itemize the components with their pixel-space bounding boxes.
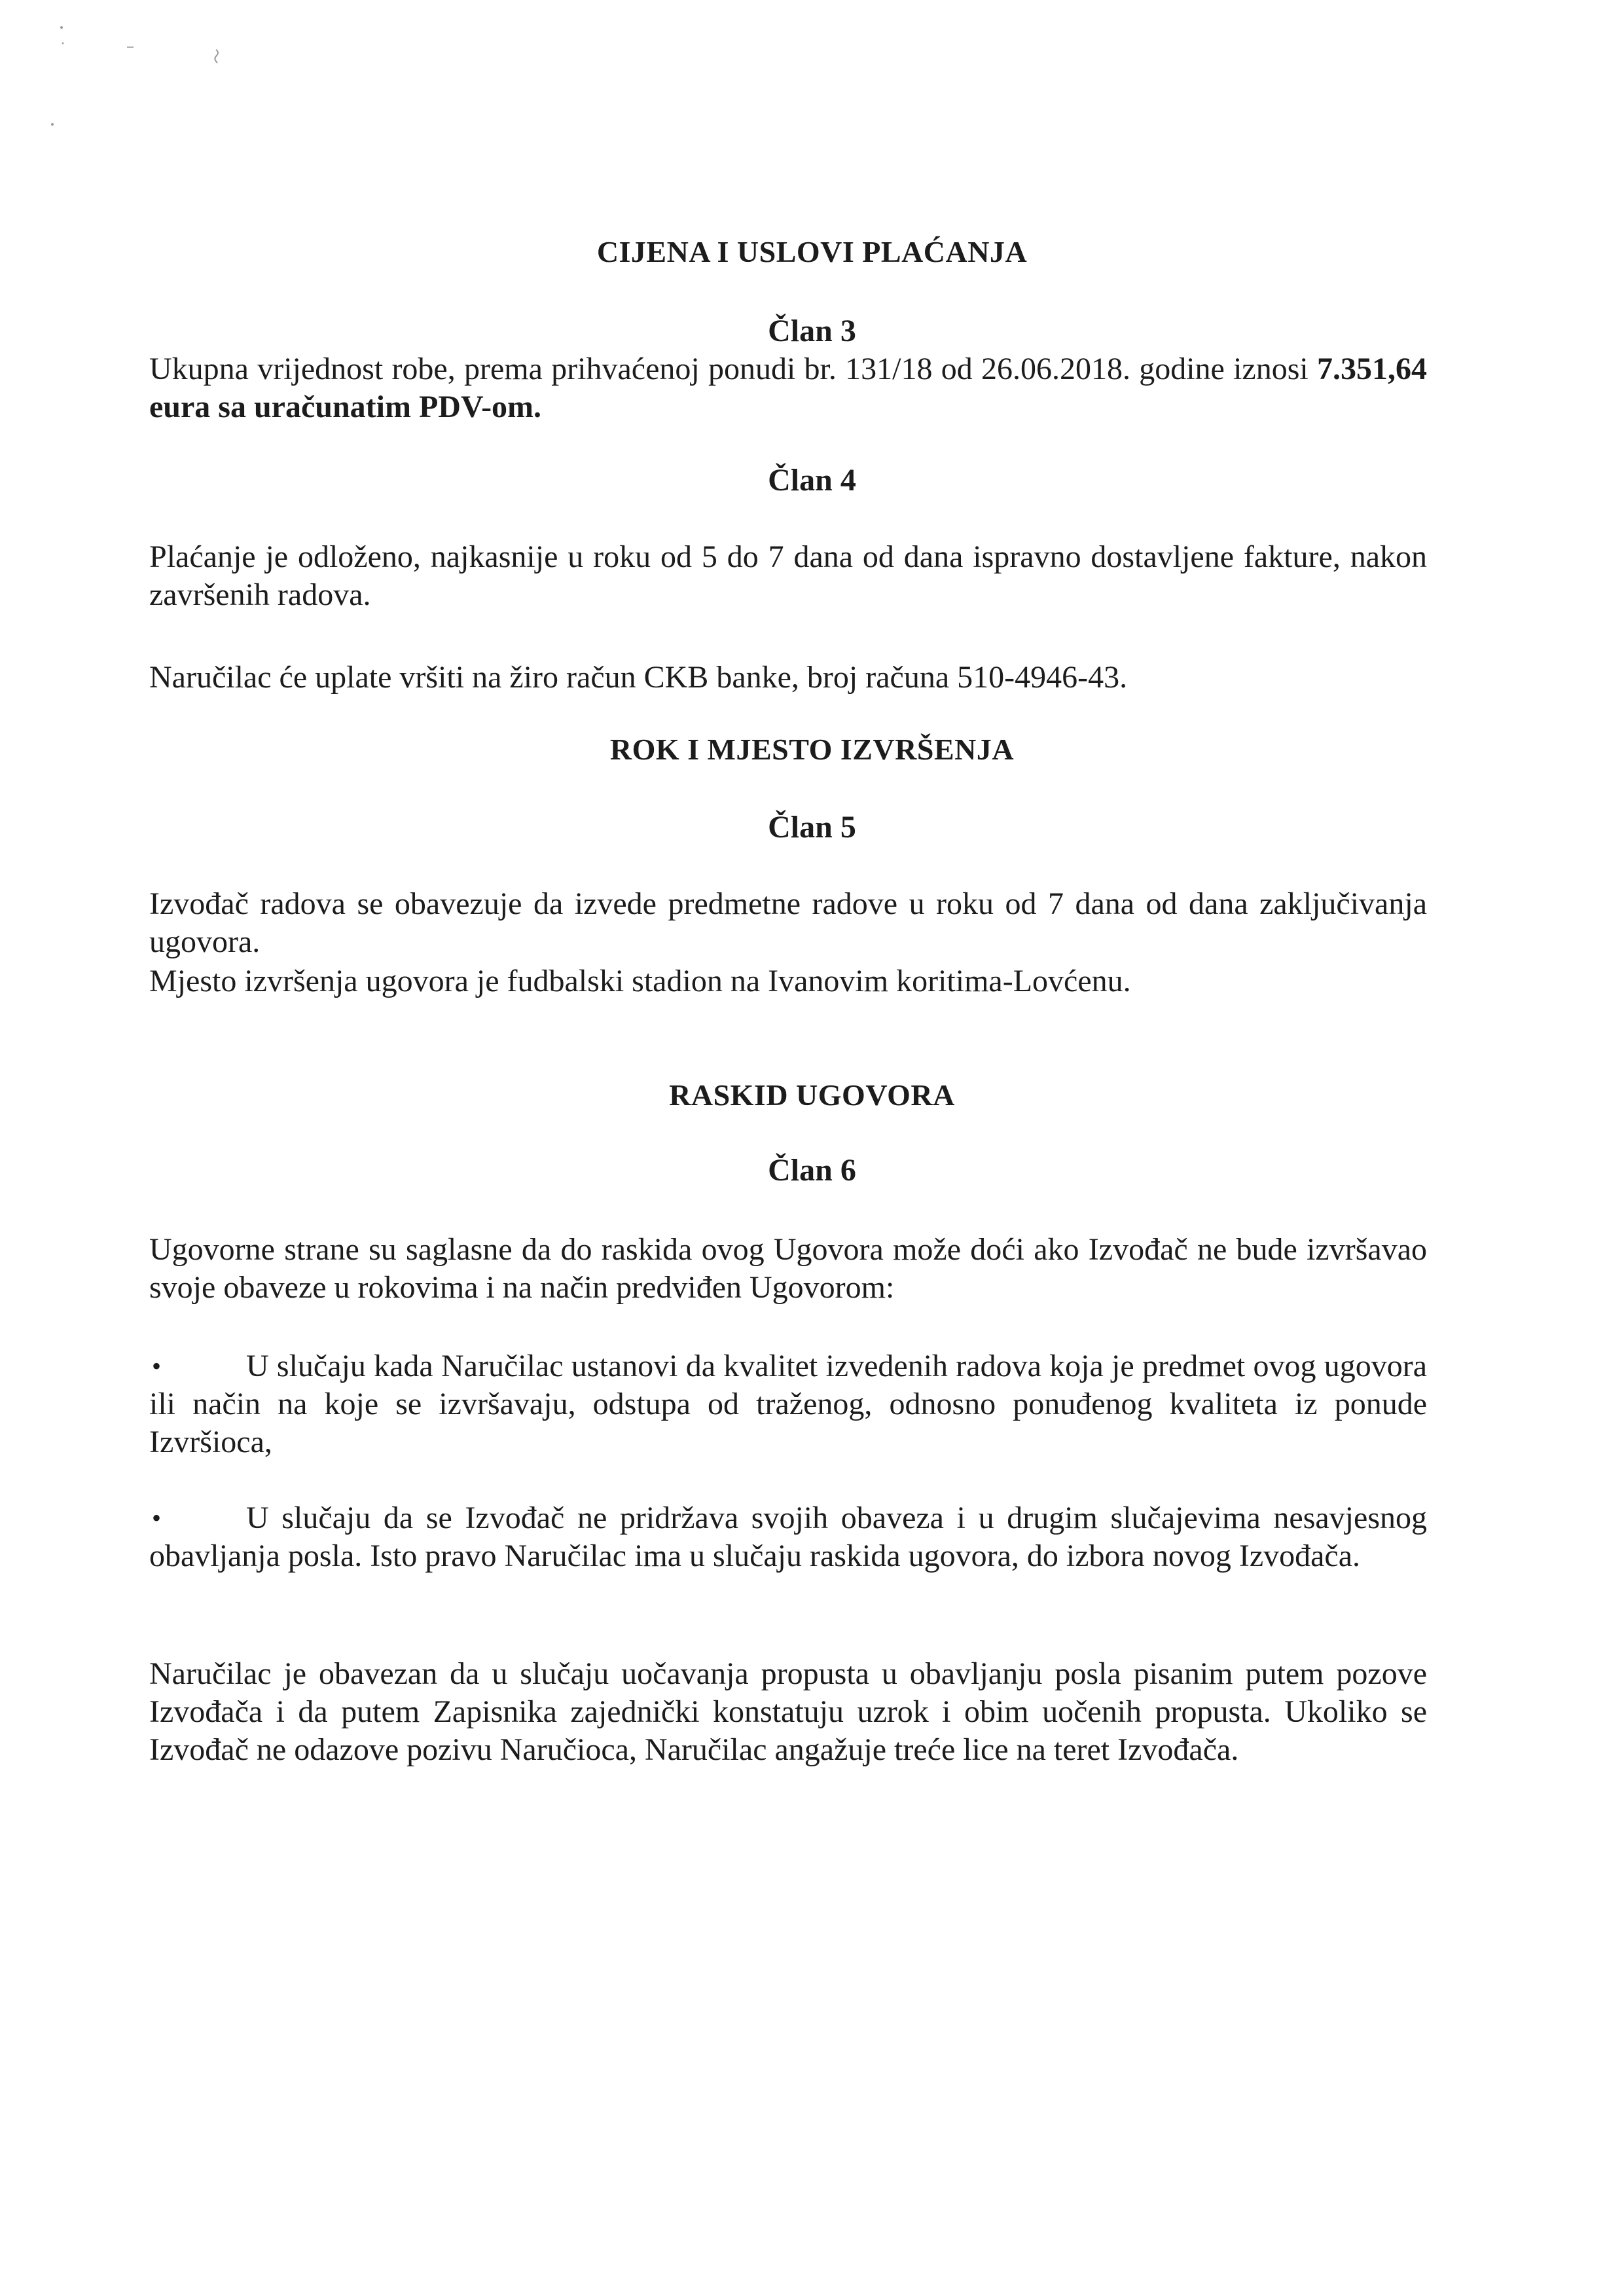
scan-specks: [0, 0, 262, 170]
article-4-text: Plaćanje je odloženo, najkasnije u roku od 5 do 7 dana od dana ispravno dostavljene fakture, nakon završenih radova.: [149, 539, 1427, 612]
article-4-bank-text: Naručilac će uplate vršiti na žiro račun CKB banke, broj računa 510-4946-43.: [149, 660, 1128, 695]
article-3-heading: Član 3: [768, 314, 856, 348]
article-5-text: Izvođač radova se obavezuje da izvede predmetne radove u roku od 7 dana od dana zaključivanja ugovora.: [149, 886, 1427, 959]
article-5-place-text: Mjesto izvršenja ugovora je fudbalski stadion na Ivanovim koritima-Lovćenu.: [149, 964, 1131, 998]
section-title-termination: RASKID UGOVORA: [669, 1078, 955, 1112]
list-item: [149, 1499, 1427, 1575]
article-4-heading: Član 4: [768, 463, 856, 498]
article-6-intro: Ugovorne strane su saglasne da do raskida ovog Ugovora može doći ako Izvođač ne bude izvršavao svoje obaveze u rokovima i na način predviđen Ugovorom:: [149, 1232, 1427, 1305]
article-3-text: [149, 350, 1427, 426]
closing-paragraph: Naručilac je obavezan da u slučaju uočavanja propusta u obavljanju posla pisanim putem pozove Izvođača i da putem Zapisnika zajednički konstatuju uzrok i obim uočenih propusta. Ukoliko se Izvođač ne odazove pozivu Naručioca, Naručilac angažuje treće lice na teret Izvođača.: [149, 1656, 1427, 1767]
article-3-amount: 7.351,64 eura sa uračunatim PDV-om.: [149, 352, 1427, 424]
bullet-icon: •: [152, 1351, 162, 1381]
article-5-heading: Član 5: [768, 810, 856, 845]
list-item: [149, 1347, 1427, 1461]
section-title-payment: CIJENA I USLOVI PLAĆANJA: [596, 235, 1028, 268]
bullet-text-1: U slučaju kada Naručilac ustanovi da kvalitet izvedenih radova koja je predmet ovog ugovora ili način na koje se izvršavaju, odstupa od traženog, odnosno ponuđenog kvaliteta iz ponude Izvršioca,: [149, 1349, 1427, 1459]
bullet-icon: •: [152, 1503, 162, 1533]
bullet-text-2: U slučaju da se Izvođač ne pridržava svojih obaveza i u drugim slučajevima nesavjesnog obavljanja posla. Isto pravo Naručilac ima u slučaju raskida ugovora, do izbora novog Izvođača.: [149, 1501, 1427, 1573]
article-6-heading: Član 6: [768, 1153, 856, 1188]
article-3-text-main: Ukupna vrijednost robe, prema prihvaćenoj ponudi br. 131/18 od 26.06.2018. godine iznosi: [149, 352, 1317, 386]
section-title-deadline: ROK I MJESTO IZVRŠENJA: [609, 733, 1015, 766]
